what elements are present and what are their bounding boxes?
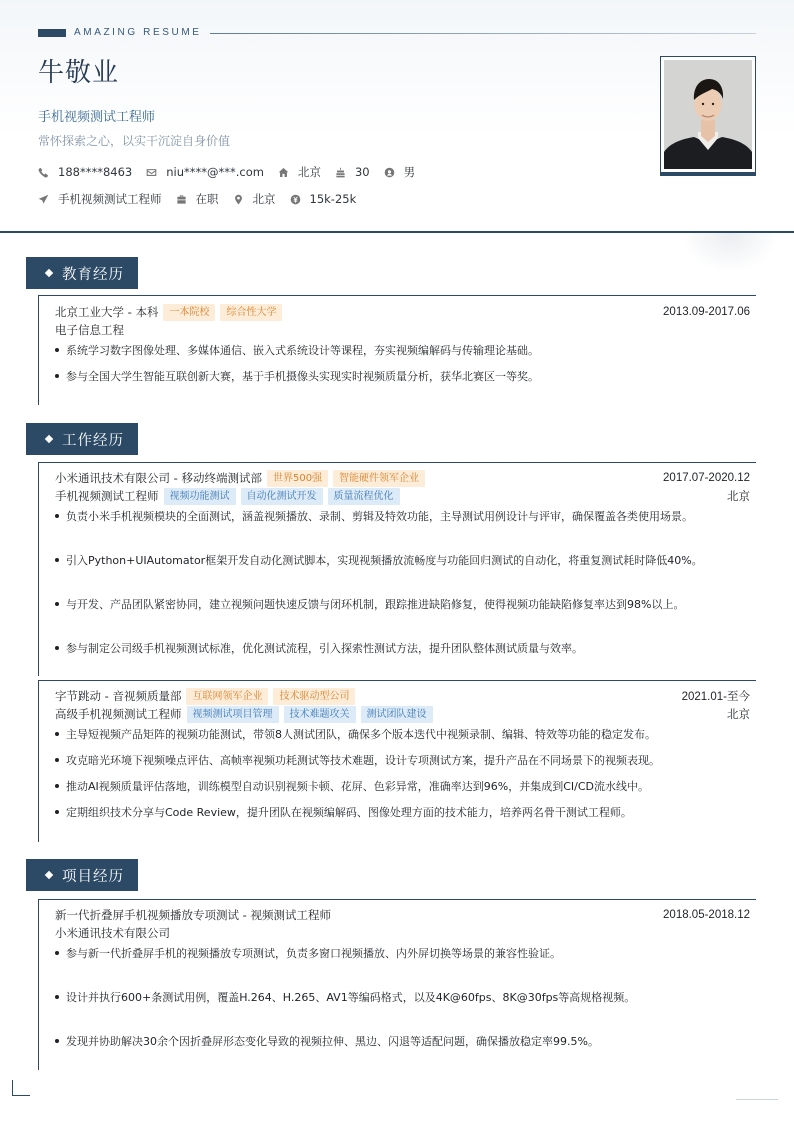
section-education-vline	[38, 295, 39, 405]
education-school	[55, 303, 282, 321]
bullet-dot	[55, 758, 59, 762]
bullet-text: 参与新一代折叠屏手机的视频播放专项测试，负责多窗口视频播放、内外屏切换等场景的兼容性验证。	[66, 947, 561, 960]
project-name: 新一代折叠屏手机视频播放专项测试 - 视频测试工程师	[55, 908, 331, 922]
work-date: 2021.01-至今	[681, 691, 750, 703]
phone-text: 188****8463	[58, 165, 133, 179]
work-position	[55, 487, 400, 505]
gender-icon	[384, 167, 395, 178]
bullet-dot	[55, 602, 59, 606]
header-shadow	[680, 233, 780, 273]
list-item	[55, 945, 755, 961]
position-tag: 技术难题攻关	[284, 706, 356, 723]
project-date: 2018.05-2018.12	[663, 909, 750, 921]
bullet-text: 攻克暗光环境下视频噪点评估、高帧率视频功耗测试等技术难题，设计专项测试方案，提升产品在不同场景下的视频表现。	[66, 754, 660, 767]
school-tag: 一本院校	[163, 304, 215, 321]
briefcase-icon	[176, 194, 187, 205]
bullet-dot	[55, 995, 59, 999]
intention-salary-text: 15k-25k	[309, 192, 357, 206]
position-tag: 自动化测试开发	[241, 488, 323, 505]
mail-icon	[146, 167, 157, 178]
company-tag: 互联网领军企业	[186, 688, 268, 705]
intention-city	[233, 191, 276, 207]
diamond-icon	[45, 435, 53, 443]
bullet-dot	[55, 732, 59, 736]
project-company: 小米通讯技术有限公司	[55, 926, 170, 940]
home-icon	[278, 167, 289, 178]
section-work-vline	[38, 680, 39, 842]
contact-row	[38, 164, 429, 180]
phone-icon	[38, 167, 49, 178]
work-company	[55, 469, 425, 487]
brand-row	[38, 28, 756, 40]
bullet-text: 主导短视频产品矩阵的视频功能测试，带领8人测试团队，确保多个版本迭代中视频录制、编辑、特效等功能的稳定发布。	[66, 728, 656, 741]
diamond-icon	[45, 871, 53, 879]
section-work-header	[26, 423, 138, 455]
brand-bar	[38, 29, 66, 37]
bullet-dot	[55, 558, 59, 562]
position-tag: 视频测试项目管理	[187, 706, 279, 723]
location-pin-icon	[233, 194, 244, 205]
company-tag: 技术驱动型公司	[273, 688, 355, 705]
position-tag: 测试团队建设	[361, 706, 433, 723]
work-location: 北京	[727, 707, 750, 721]
work-position	[55, 705, 433, 723]
bullet-text: 定期组织技术分享与Code Review，提升团队在视频编解码、图像处理方面的技术能力，培养两名骨干测试工程师。	[66, 806, 632, 819]
bullet-dot	[55, 784, 59, 788]
education-date: 2013.09-2017.06	[663, 306, 750, 318]
bullet-text: 引入Python+UIAutomator框架开发自动化测试脚本，实现视频播放流畅度与功能回归测试的自动化，将重复测试耗时降低40%。	[66, 554, 703, 567]
section-projects-vline	[38, 899, 39, 1070]
job-title: 手机视频测试工程师	[38, 110, 156, 125]
email-text: niu****@***.com	[166, 165, 264, 179]
section-projects-title: 项目经历	[62, 868, 124, 885]
work-location: 北京	[727, 489, 750, 503]
list-item	[55, 640, 755, 656]
section-work-title: 工作经历	[62, 432, 124, 449]
position-name: 高级手机视频测试工程师	[55, 707, 182, 721]
intention-city-text: 北京	[252, 192, 276, 206]
age-text: 30	[354, 165, 370, 179]
avatar	[664, 60, 752, 169]
gender-text: 男	[403, 165, 416, 179]
list-item	[55, 1033, 755, 1049]
school-tag: 综合性大学	[220, 304, 282, 321]
work-date: 2017.07-2020.12	[663, 472, 750, 484]
bullet-text: 系统学习数字图像处理、多媒体通信、嵌入式系统设计等课程，夯实视频编解码与传输理论基础。	[66, 344, 539, 357]
section-education-rule	[38, 295, 756, 296]
section-education-title: 教育经历	[62, 266, 124, 283]
contact-age	[335, 165, 370, 179]
bullet-dot	[55, 374, 59, 378]
intention-row	[38, 191, 370, 207]
intention-status	[176, 191, 219, 207]
bullet-dot	[55, 348, 59, 352]
list-item	[55, 752, 755, 768]
page-corner-mark	[736, 1099, 778, 1100]
list-item	[55, 508, 755, 524]
motto: 常怀探索之心，以实干沉淀自身价值	[38, 134, 231, 148]
list-item	[55, 596, 755, 612]
profile-photo	[660, 56, 756, 173]
bullet-dot	[55, 514, 59, 518]
bullet-dot	[55, 646, 59, 650]
section-education-header	[26, 257, 138, 289]
company-name: 小米通讯技术有限公司 - 移动终端测试部	[55, 471, 262, 485]
candidate-name: 牛敬业	[38, 58, 120, 88]
bullet-text: 推动AI视频质量评估落地，训练模型自动识别视频卡顿、花屏、色彩异常，准确率达到96%，并集成到CI/CD流水线中。	[66, 780, 649, 793]
education-major: 电子信息工程	[55, 323, 124, 337]
intention-status-text: 在职	[195, 192, 219, 206]
school-name: 北京工业大学 - 本科	[55, 305, 159, 319]
list-item	[55, 778, 755, 794]
intention-salary	[290, 192, 357, 206]
contact-city	[278, 164, 321, 180]
bullet-text: 与开发、产品团队紧密协同，建立视频问题快速反馈与闭环机制，跟踪推进缺陷修复，使得视频功能缺陷修复率达到98%以上。	[66, 598, 685, 611]
section-work-vline	[38, 462, 39, 676]
list-item	[55, 726, 755, 742]
brand-text: AMAZING RESUME	[74, 27, 202, 38]
page-corner-mark	[12, 1080, 30, 1096]
intention-position	[38, 191, 162, 207]
work-company	[55, 687, 355, 705]
bullet-text: 发现并协助解决30余个因折叠屏形态变化导致的视频拉伸、黑边、闪退等适配问题，确保播放稳定率99.5%。	[66, 1035, 599, 1048]
entry-divider	[38, 680, 756, 681]
brand-divider	[210, 33, 756, 34]
list-item	[55, 804, 755, 820]
bullet-dot	[55, 951, 59, 955]
company-tag: 世界500强	[267, 470, 328, 487]
list-item	[55, 552, 755, 568]
diamond-icon	[45, 269, 53, 277]
section-projects-header	[26, 859, 138, 891]
section-projects-rule	[38, 899, 756, 900]
company-tag: 智能硬件领军企业	[333, 470, 425, 487]
header-divider	[0, 231, 794, 233]
city-text: 北京	[297, 165, 321, 179]
company-name: 字节跳动 - 音视频质量部	[55, 689, 182, 703]
salary-icon	[290, 194, 301, 205]
bullet-text: 设计并执行600+条测试用例，覆盖H.264、H.265、AV1等编码格式，以及4K@60fps、8K@30fps等高规格视频。	[66, 991, 636, 1004]
list-item	[55, 989, 755, 1005]
contact-email[interactable]	[146, 165, 264, 179]
bullet-text: 负责小米手机视频模块的全面测试，涵盖视频播放、录制、剪辑及特效功能，主导测试用例设计与评审，确保覆盖各类使用场景。	[66, 510, 693, 523]
cake-icon	[335, 167, 346, 178]
bullet-text: 参与制定公司级手机视频测试标准，优化测试流程，引入探索性测试方法，提升团队整体测试质量与效率。	[66, 642, 583, 655]
bullet-dot	[55, 1039, 59, 1043]
list-item	[55, 342, 755, 358]
bullet-text: 参与全国大学生智能互联创新大赛，基于手机摄像头实现实时视频质量分析，获华北赛区一等奖。	[66, 370, 539, 383]
contact-gender	[384, 164, 416, 180]
list-item	[55, 368, 755, 384]
intention-position-text: 手机视频测试工程师	[58, 192, 162, 206]
position-tag: 视频功能测试	[164, 488, 236, 505]
send-icon	[38, 194, 49, 205]
position-tag: 质量流程优化	[328, 488, 400, 505]
position-name: 手机视频测试工程师	[55, 489, 159, 503]
bullet-dot	[55, 810, 59, 814]
contact-phone[interactable]	[38, 165, 132, 179]
section-work-rule	[38, 462, 756, 463]
